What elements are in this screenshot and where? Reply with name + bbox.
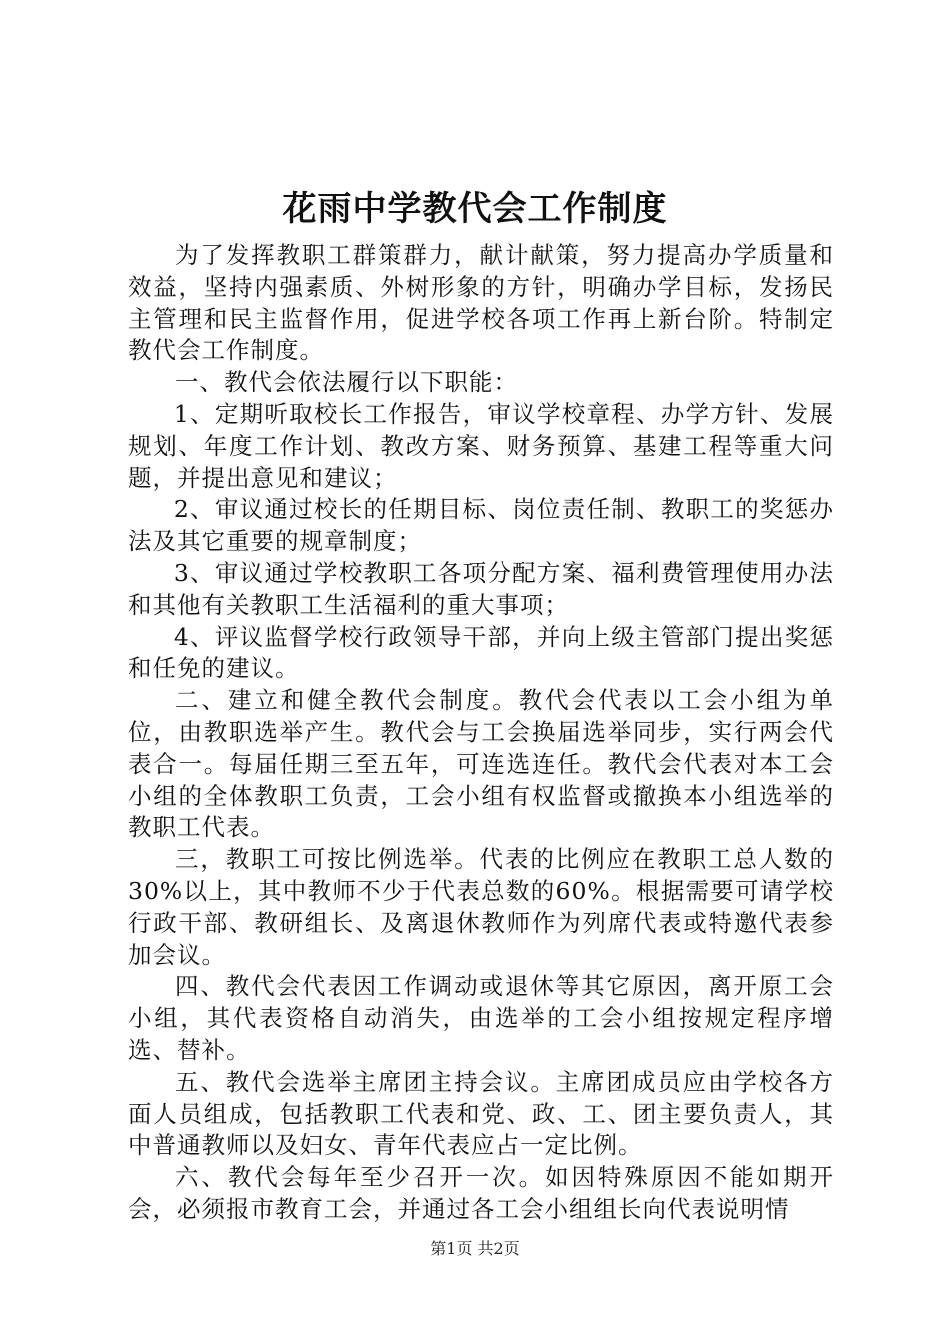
document-body [128,240,834,1226]
paragraph-item-2: 2、审议通过校长的任期目标、岗位责任制、教职工的奖惩办法及其它重要的规章制度； [128,495,834,556]
paragraph-section-3: 三，教职工可按比例选举。代表的比例应在教职工总人数的30%以上，其中教师不少于代表总数的60%。根据需要可请学校行政干部、教研组长、及离退休教师作为列席代表或特邀代表参加会议。 [128,845,834,969]
paragraph-section-1: 一、教代会依法履行以下职能： [175,368,518,397]
paragraph-section-6: 六、教代会每年至少召开一次。如因特殊原因不能如期开会，必须报市教育工会，并通过各工会小组组长向代表说明情 [128,1163,834,1223]
paragraph-item-4: 4、评议监督学校行政领导干部，并向上级主管部门提出奖惩和任免的建议。 [128,622,834,683]
page-footer: 第1页 共2页 [430,1239,520,1258]
paragraph-item-1: 1、定期听取校长工作报告，审议学校章程、办学方针、发展规划、年度工作计划、教改方案、财务预算、基建工程等重大问题，并提出意见和建议； [128,399,834,492]
paragraph-section-2: 二、建立和健全教代会制度。教代会代表以工会小组为单位，由教职选举产生。教代会与工会换届选举同步，实行两会代表合一。每届任期三至五年，可连选连任。教代会代表对本工会小组的全体教职工负责，工会小组有权监督或撤换本小组选举的教职工代表。 [128,686,834,842]
paragraph-intro: 为了发挥教职工群策群力，献计献策，努力提高办学质量和效益，坚持内强素质、外树形象的方针，明确办学目标，发扬民主管理和民主监督作用，促进学校各项工作再上新台阶。特制定教代会工作制度。 [128,241,834,365]
paragraph-section-5: 五、教代会选举主席团主持会议。主席团成员应由学校各方面人员组成，包括教职工代表和党、政、工、团主要负责人，其中普通教师以及妇女、青年代表应占一定比例。 [128,1067,834,1160]
paragraph-section-4: 四、教代会代表因工作调动或退休等其它原因，离开原工会小组，其代表资格自动消失，由选举的工会小组按规定程序增选、替补。 [128,972,834,1064]
paragraph-item-3: 3、审议通过学校教职工各项分配方案、福利费管理使用办法和其他有关教职工生活福利的重大事项； [128,558,834,619]
document-title: 花雨中学教代会工作制度 [282,189,668,229]
